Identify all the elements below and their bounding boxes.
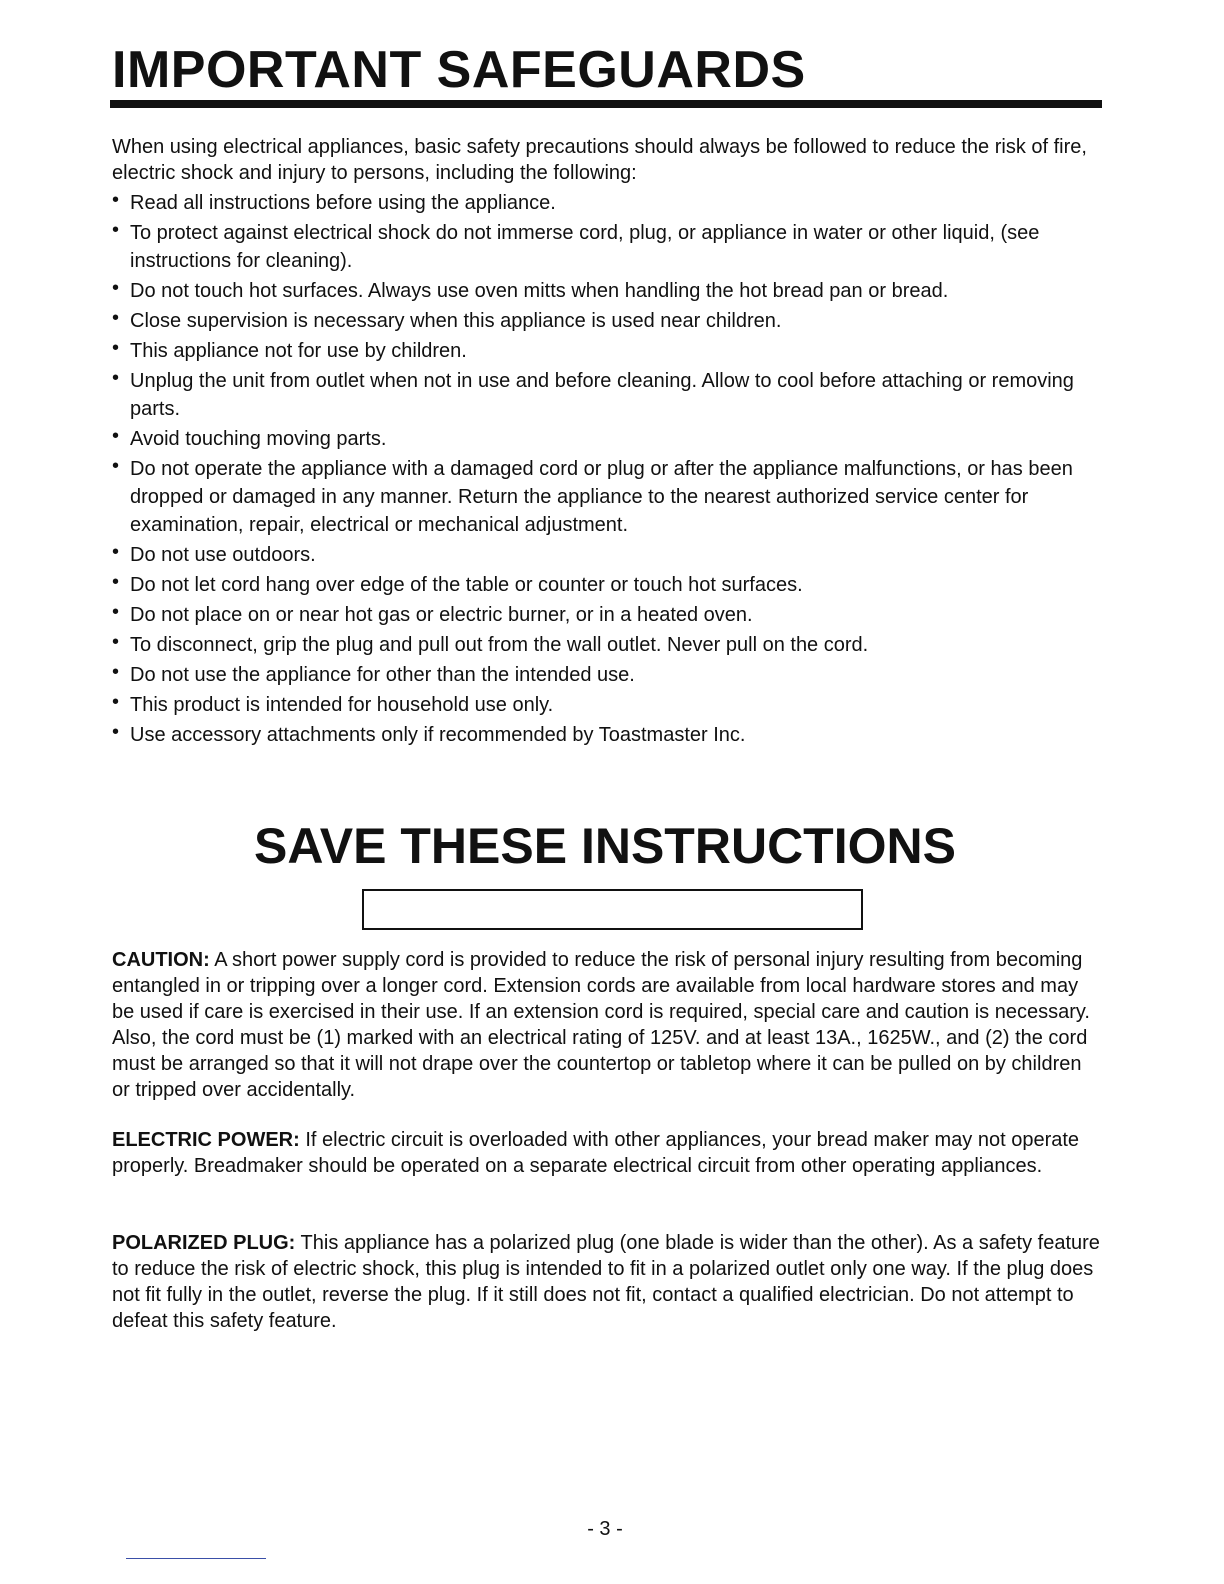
list-item: • Avoid touching moving parts. <box>112 425 1107 453</box>
electric-power-paragraph <box>112 1127 1102 1179</box>
list-item: • Read all instructions before using the appliance. <box>112 189 1107 217</box>
list-item: • Use accessory attachments only if recommended by Toastmaster Inc. <box>112 721 1107 749</box>
caution-label: CAUTION: <box>112 949 210 971</box>
list-item: • Close supervision is necessary when this appliance is used near children. <box>112 307 1107 335</box>
list-item: • To protect against electrical shock do not immerse cord, plug, or appliance in water or other liquid, (see instructions for cleaning). <box>112 219 1107 275</box>
list-item: • This appliance not for use by children. <box>112 337 1107 365</box>
electric-power-text: If electric circuit is overloaded with other appliances, your bread maker may not operate properly. Breadmaker should be operated on a separate electrical circuit from other operating appliances. <box>112 1129 1080 1177</box>
polarized-plug-label: POLARIZED PLUG: <box>112 1232 296 1254</box>
empty-box <box>362 889 863 930</box>
save-instructions-heading: SAVE THESE INSTRUCTIONS <box>254 818 956 874</box>
caution-paragraph <box>112 947 1102 1103</box>
list-item: • Do not use outdoors. <box>112 541 1107 569</box>
list-item: • Do not operate the appliance with a damaged cord or plug or after the appliance malfunctions, or has been dropped or damaged in any manner. Return the appliance to the nearest authorized service center for examination, repair, electrical or mechanical adjustment. <box>112 455 1107 539</box>
polarized-plug-paragraph <box>112 1230 1102 1334</box>
list-item: • Do not touch hot surfaces. Always use oven mitts when handling the hot bread pan or bread. <box>112 277 1107 305</box>
page-title: IMPORTANT SAFEGUARDS <box>112 41 806 99</box>
footer-line <box>126 1558 266 1559</box>
list-item: • This product is intended for household use only. <box>112 691 1107 719</box>
list-item: • Do not use the appliance for other than the intended use. <box>112 661 1107 689</box>
polarized-plug-text: This appliance has a polarized plug (one blade is wider than the other). As a safety feature to reduce the risk of electric shock, this plug is intended to fit in a polarized outlet only one way. If the plug does not fit fully in the outlet, reverse the plug. If it still does not fit, contact a qualified electrician. Do not attempt to defeat this safety feature. <box>112 1232 1100 1332</box>
title-underline <box>110 100 1102 108</box>
intro-paragraph: When using electrical appliances, basic safety precautions should always be followed to reduce the risk of fire, electric shock and injury to persons, including the following: <box>112 136 1087 184</box>
list-item: • Do not let cord hang over edge of the table or counter or touch hot surfaces. <box>112 571 1107 599</box>
list-item: • Unplug the unit from outlet when not in use and before cleaning. Allow to cool before attaching or removing parts. <box>112 367 1107 423</box>
caution-text: A short power supply cord is provided to reduce the risk of personal injury resulting from becoming entangled in or tripping over a longer cord. Extension cords are available from local hardware stores and may be used if care is exercised in their use. If an extension cord is required, special care and caution is necessary. Also, the cord must be (1) marked with an electrical rating of 125V. and at least 13A., 1625W., and (2) the cord must be arranged so that it will not drape over the countertop or tabletop where it can be pulled on by children or tripped over accidentally. <box>112 949 1090 1101</box>
page-number: - 3 - <box>587 1518 623 1540</box>
list-item: • Do not place on or near hot gas or electric burner, or in a heated oven. <box>112 601 1107 629</box>
list-item: • To disconnect, grip the plug and pull out from the wall outlet. Never pull on the cord. <box>112 631 1107 659</box>
safeguards-list <box>112 189 1107 751</box>
electric-power-label: ELECTRIC POWER: <box>112 1129 300 1151</box>
